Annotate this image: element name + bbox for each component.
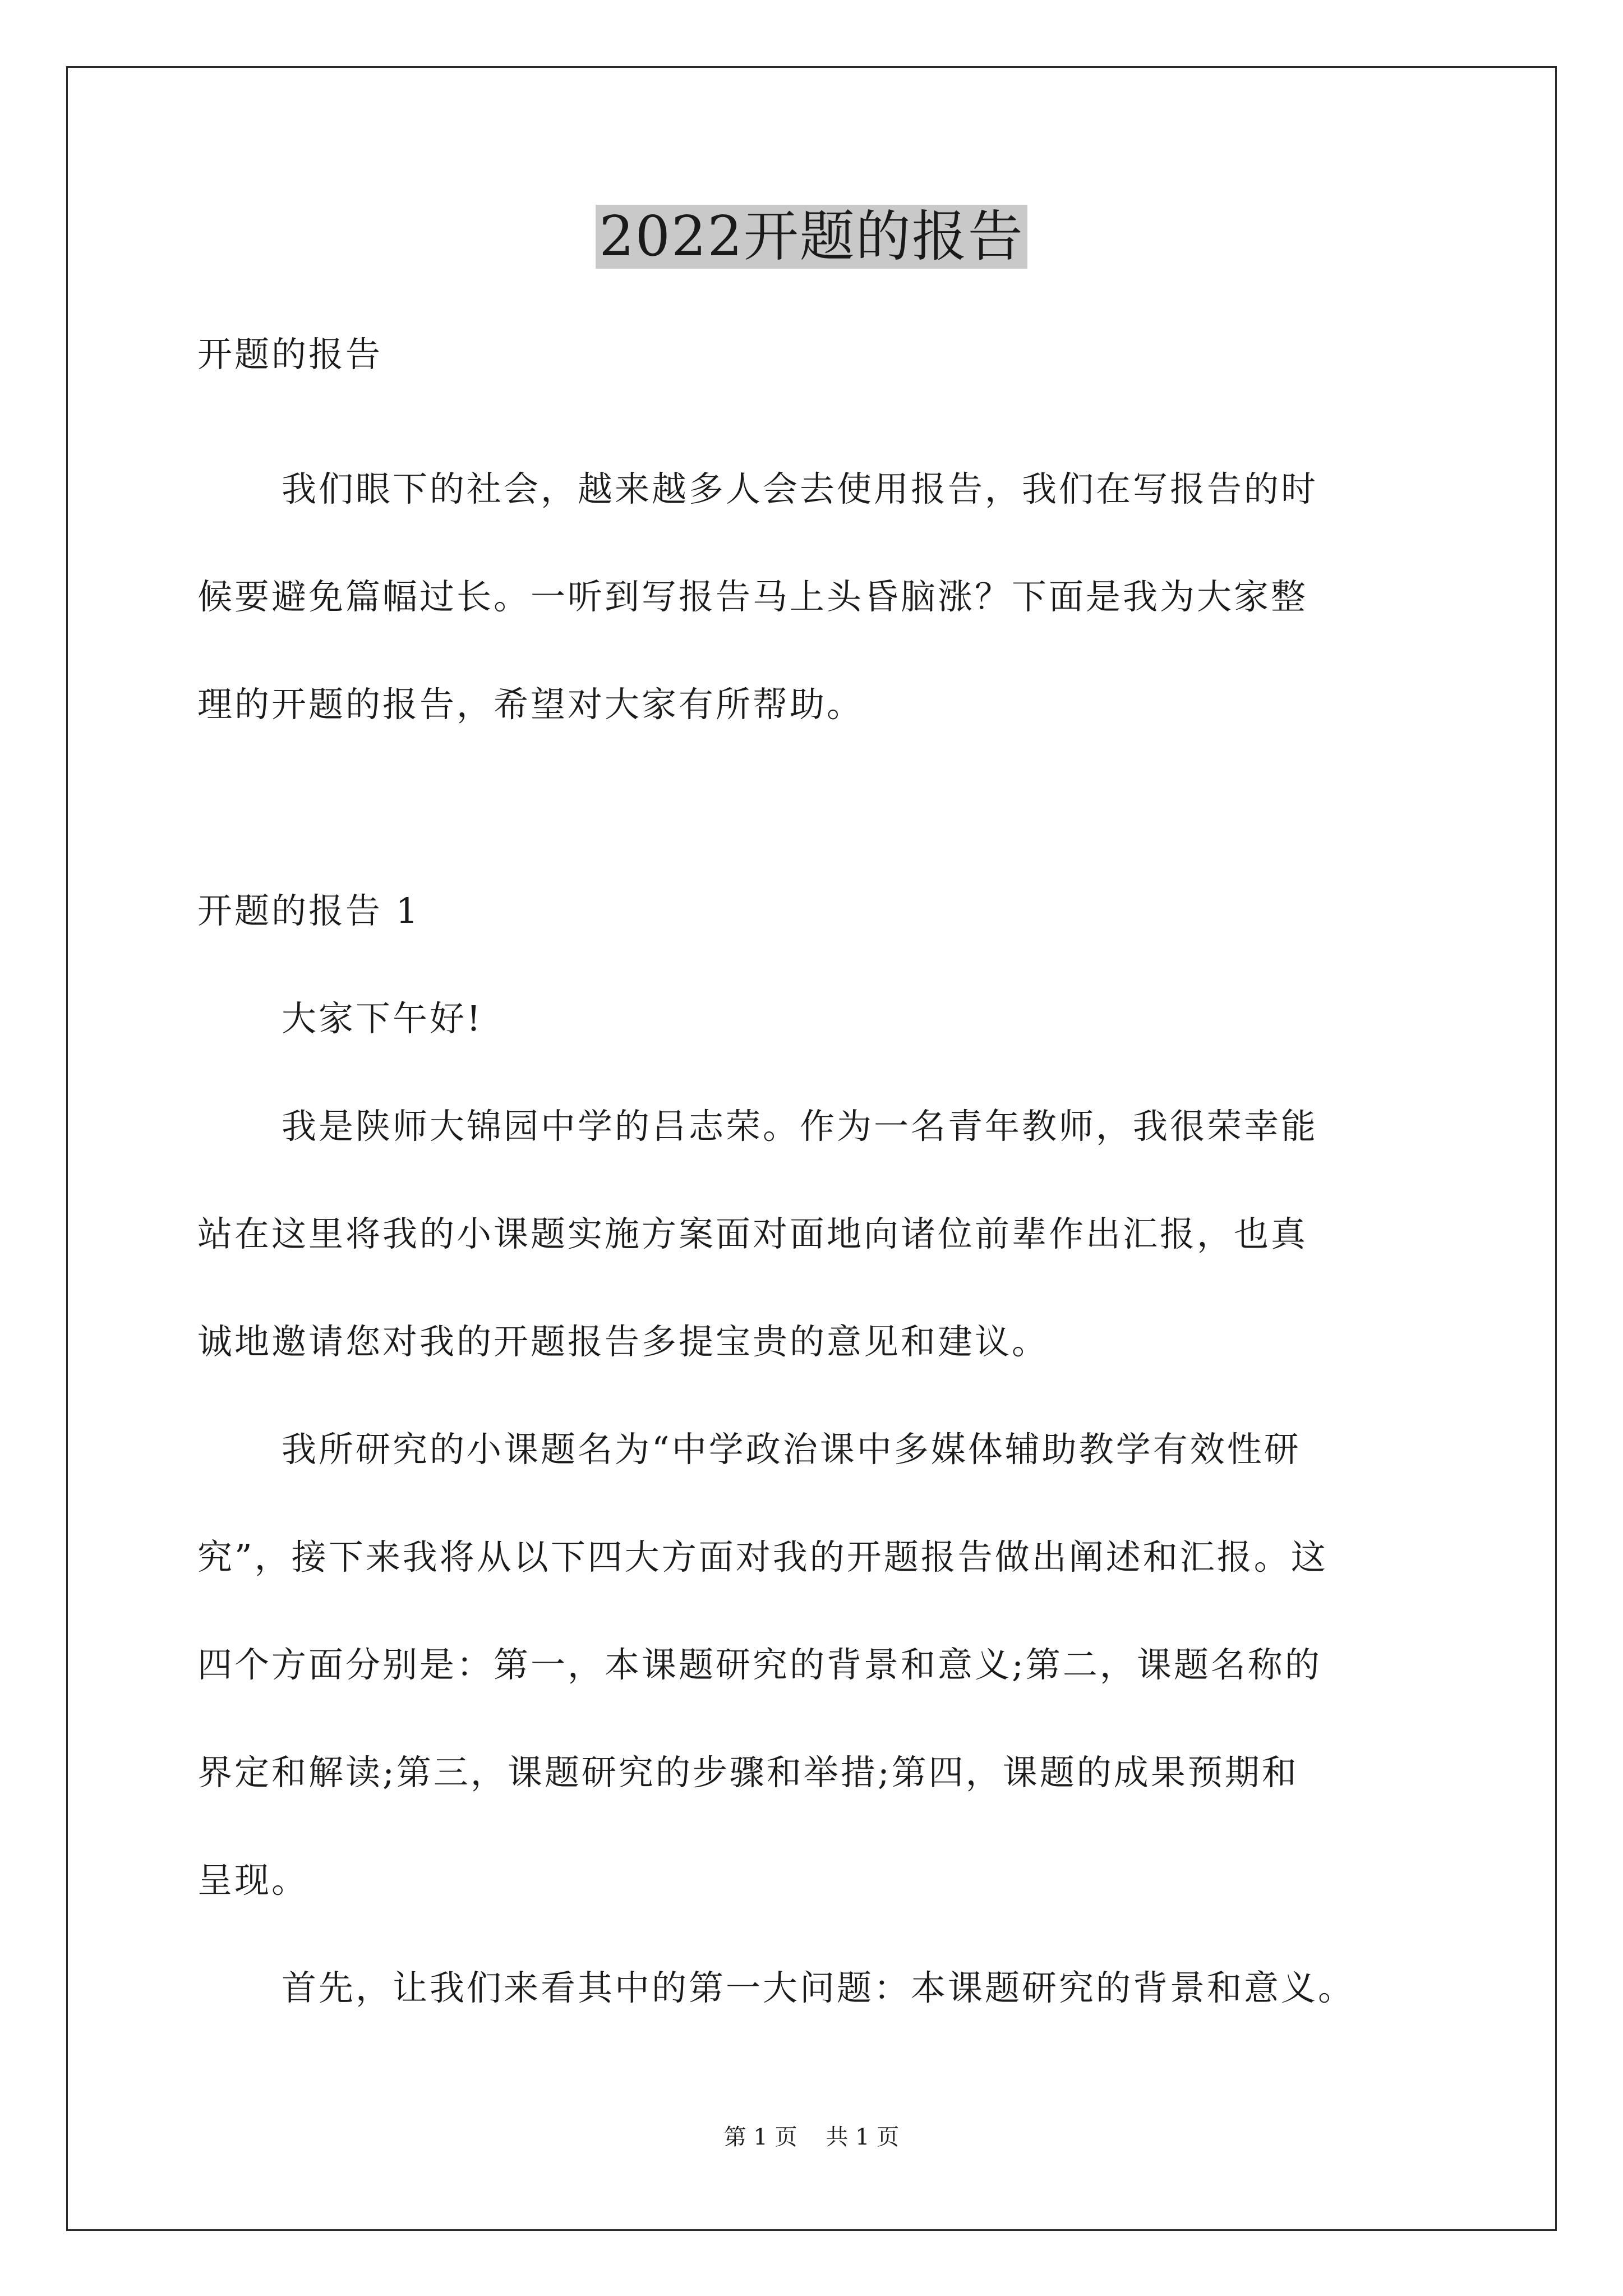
paragraph-line: 界定和解读;第三，课题研究的步骤和举措;第四，课题的成果预期和: [197, 1752, 1299, 1793]
paragraph-line: 首先，让我们来看其中的第一大问题：本课题研究的背景和意义。: [282, 1967, 1355, 2008]
paragraph-line: 呈现。: [197, 1860, 309, 1901]
document-title: [0, 197, 1623, 276]
section-heading: 开题的报告: [197, 334, 383, 375]
document-title-text: 2022开题的报告: [596, 205, 1027, 269]
paragraph-line: 我是陕师大锦园中学的吕志荣。作为一名青年教师，我很荣幸能: [282, 1106, 1318, 1147]
paragraph-line: 站在这里将我的小课题实施方案面对面地向诸位前辈作出汇报，也真: [197, 1213, 1308, 1254]
page-footer: 第 1 页 共 1 页: [723, 2124, 900, 2150]
paragraph-line: 我们眼下的社会，越来越多人会去使用报告，我们在写报告的时: [282, 468, 1318, 509]
paragraph-line: 大家下午好!: [282, 998, 483, 1039]
paragraph-line: 诚地邀请您对我的开题报告多提宝贵的意见和建议。: [197, 1321, 1049, 1362]
paragraph-line: 我所研究的小课题名为“中学政治课中多媒体辅助教学有效性研: [282, 1429, 1301, 1470]
paragraph-line: 四个方面分别是：第一，本课题研究的背景和意义;第二，课题名称的: [197, 1644, 1322, 1685]
paragraph-line: 理的开题的报告，希望对大家有所帮助。: [197, 684, 864, 725]
paragraph-line: 候要避免篇幅过长。一听到写报告马上头昏脑涨？下面是我为大家整: [197, 576, 1308, 617]
paragraph-line: 究”，接下来我将从以下四大方面对我的开题报告做出阐述和汇报。这: [197, 1536, 1328, 1577]
section-heading: 开题的报告 1: [197, 890, 421, 931]
